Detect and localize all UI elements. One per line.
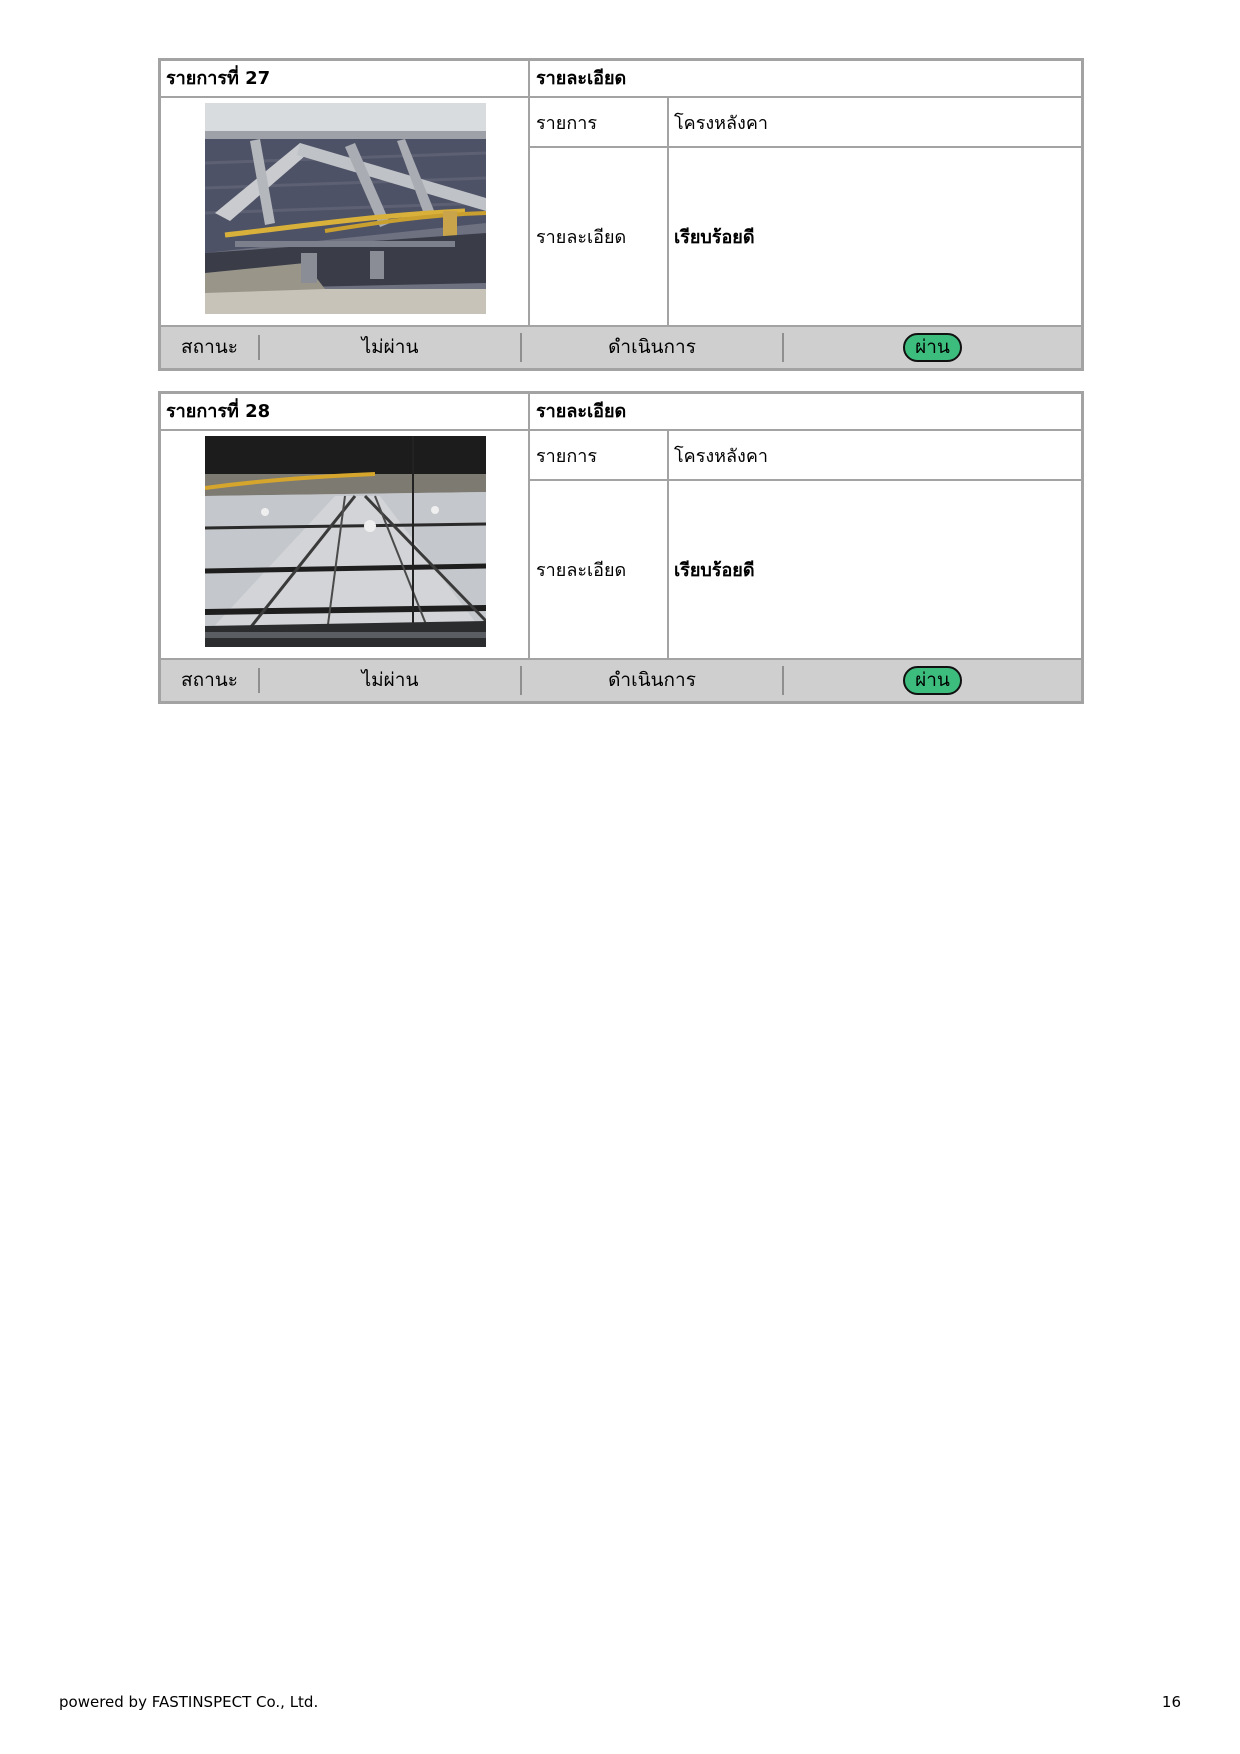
status-option-pass[interactable] [784, 333, 1081, 362]
detail-row [530, 148, 1081, 325]
status-label: สถานะ [161, 668, 260, 693]
status-option-fail[interactable]: ไม่ผ่าน [260, 666, 522, 695]
item-row [530, 98, 1081, 148]
status-option-in-progress[interactable]: ดำเนินการ [522, 333, 784, 362]
item-label: รายการ [530, 98, 669, 146]
item-label: รายการ [530, 431, 669, 479]
item-value: โครงหลังคา [674, 445, 768, 467]
photo-cell [161, 431, 530, 658]
status-selected-pill: ผ่าน [903, 666, 962, 695]
card-header [161, 61, 1081, 98]
status-bar [161, 660, 1081, 701]
photo-cell [161, 98, 530, 325]
detail-table [530, 98, 1081, 325]
status-label: สถานะ [161, 335, 260, 360]
detail-label: รายละเอียด [530, 481, 669, 658]
inspection-photo[interactable] [205, 436, 486, 647]
status-option-pass[interactable] [784, 666, 1081, 695]
item-row [530, 431, 1081, 481]
status-selected-pill: ผ่าน [903, 333, 962, 362]
status-option-in-progress[interactable]: ดำเนินการ [522, 666, 784, 695]
card-body [161, 431, 1081, 660]
detail-value: เรียบร้อยดี [674, 227, 755, 248]
item-value: โครงหลังคา [674, 112, 768, 134]
card-header [161, 394, 1081, 431]
status-option-fail[interactable]: ไม่ผ่าน [260, 333, 522, 362]
powered-by-text: powered by FASTINSPECT Co., Ltd. [59, 1693, 319, 1711]
detail-header: รายละเอียด [536, 68, 627, 89]
detail-label: รายละเอียด [530, 148, 669, 325]
inspection-item-card [158, 391, 1084, 704]
inspection-photo[interactable] [205, 103, 486, 314]
detail-table [530, 431, 1081, 658]
detail-header: รายละเอียด [536, 401, 627, 422]
item-number-title: รายการที่ 27 [161, 61, 530, 96]
status-bar [161, 327, 1081, 368]
card-body [161, 98, 1081, 327]
detail-row [530, 481, 1081, 658]
page-number: 16 [1161, 1693, 1181, 1711]
detail-value: เรียบร้อยดี [674, 560, 755, 581]
item-number-title: รายการที่ 28 [161, 394, 530, 429]
inspection-item-card [158, 58, 1084, 371]
